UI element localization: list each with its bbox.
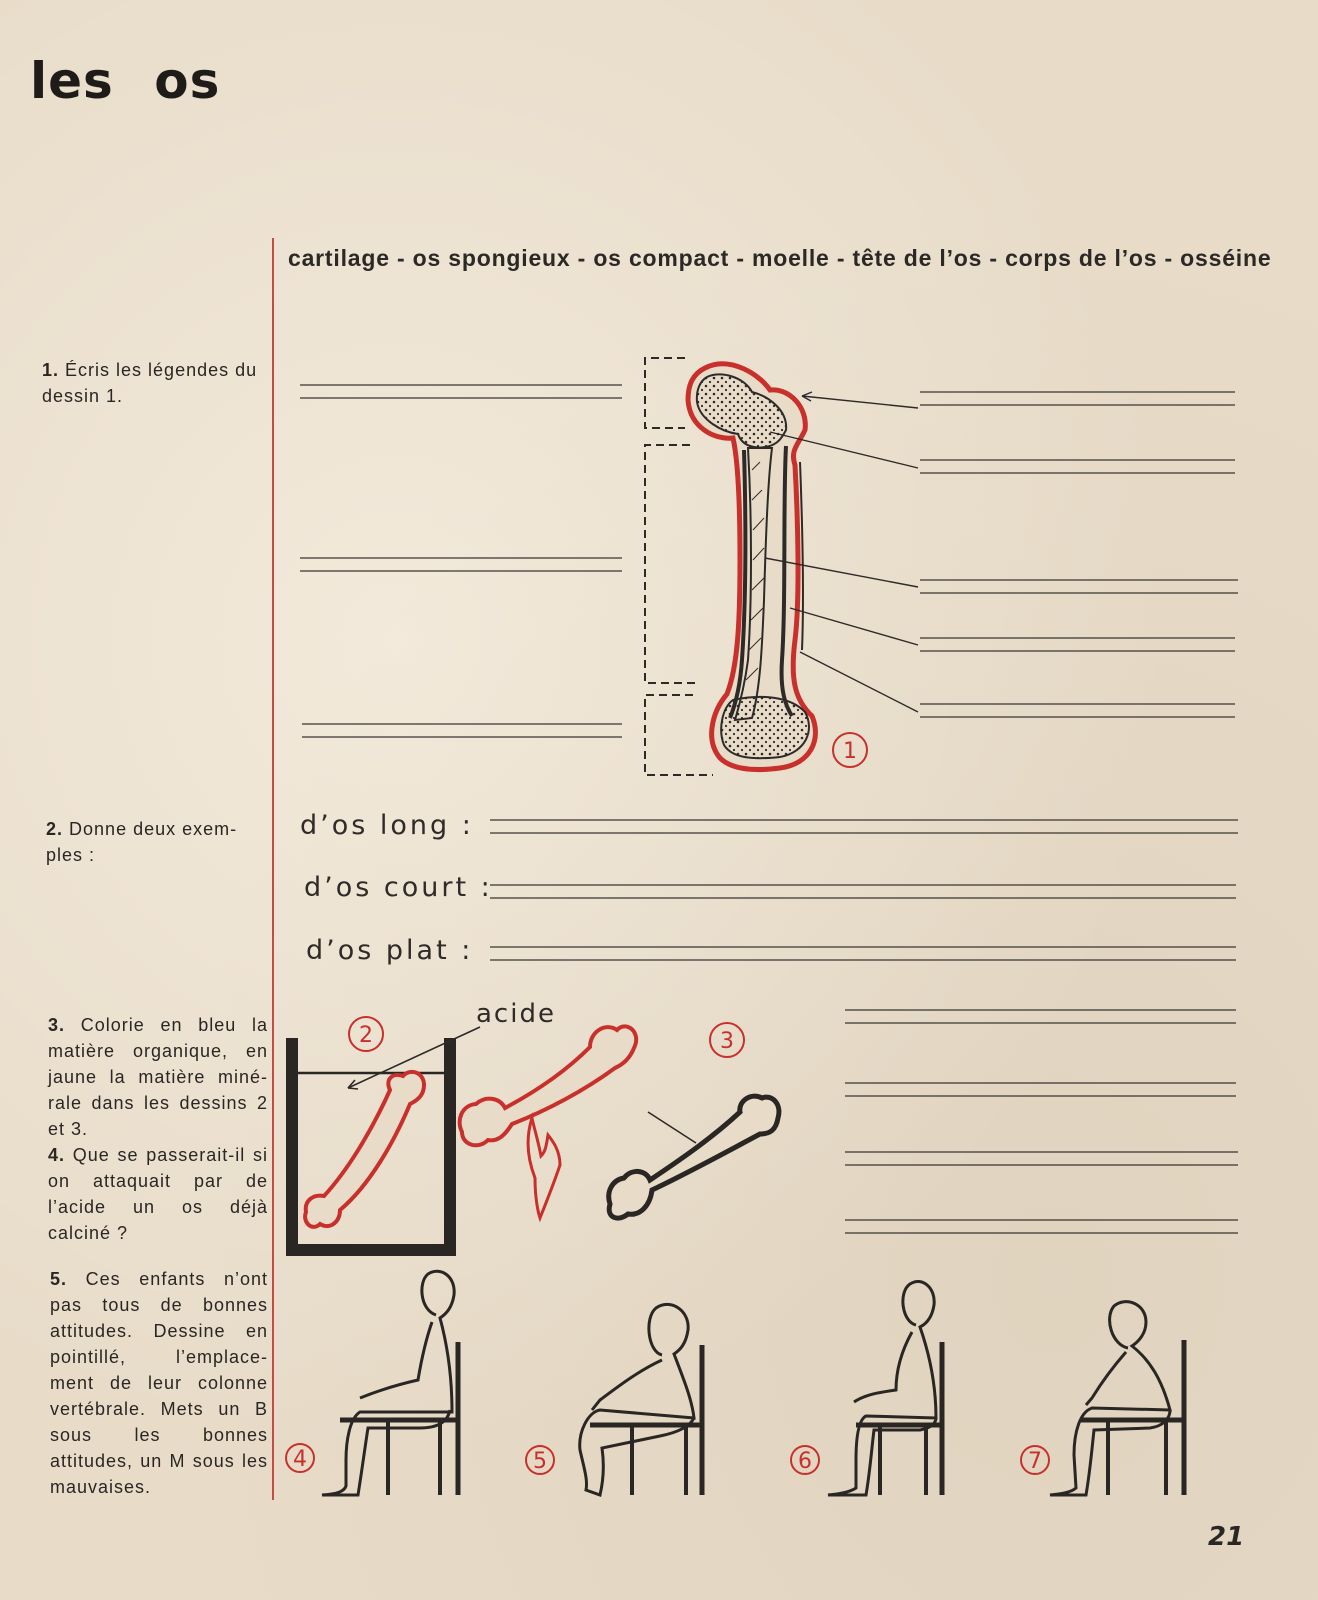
seated-child-7	[1021, 1302, 1184, 1495]
label-4: 4	[293, 1447, 307, 1472]
bone-calcined	[609, 1096, 779, 1218]
left-answer-lines	[300, 385, 622, 737]
long-bone-label: d’os long :	[300, 810, 474, 841]
example-answer-lines	[490, 820, 1238, 960]
seated-child-6	[791, 1281, 942, 1495]
page-number: 21	[1208, 1522, 1245, 1552]
question-1-text: Écris les légendes du dessin 1.	[42, 360, 258, 406]
label-7: 7	[1028, 1449, 1042, 1474]
bone-burning	[460, 1026, 636, 1145]
question-3-text: Colorie en bleu la matière organique, en jaune la matière miné-rale dans les dessins 2 et 3.	[48, 1015, 268, 1139]
bone-in-acid	[305, 1072, 424, 1227]
vocabulary-list: cartilage - os spongieux - os compact - moelle - tête de l’os - corps de l’os - osséine	[288, 245, 1272, 271]
label-3: 3	[720, 1029, 734, 1054]
acid-jar-drawing	[292, 999, 556, 1250]
label-2: 2	[359, 1023, 373, 1048]
question-4-number: 4.	[48, 1145, 66, 1165]
label-1: 1	[843, 739, 857, 764]
question-1-number: 1.	[42, 360, 60, 380]
question-2-number: 2.	[46, 819, 64, 839]
bone-diagram-1	[645, 358, 918, 775]
question-3-number: 3.	[48, 1015, 66, 1035]
right-answer-lines	[920, 392, 1238, 717]
seated-child-4	[286, 1271, 458, 1495]
acid-label: acide	[476, 999, 556, 1029]
page-title: les os	[30, 52, 221, 110]
seated-child-5	[526, 1304, 702, 1495]
question-5-number: 5.	[50, 1269, 68, 1289]
question-5-text: Ces enfants n’ont pas tous de bonnes attitudes. Dessine en pointillé, l’emplace-ment de leur colonne vertébrale. Mets un B sous les bonnes attitudes, un M sous les mauvaises.	[50, 1269, 268, 1497]
label-6: 6	[798, 1449, 812, 1474]
flame	[528, 1118, 560, 1218]
question-2-text: Donne deux exem-ples :	[46, 819, 238, 865]
label-5: 5	[533, 1449, 547, 1474]
calcination-drawing	[460, 1023, 779, 1218]
short-bone-label: d’os court :	[304, 872, 493, 903]
question-4-answer-lines	[845, 1010, 1238, 1233]
bone-base-spongy	[721, 697, 809, 758]
flat-bone-label: d’os plat :	[306, 935, 474, 966]
question-4-text: Que se passerait-il si on attaquait par de l’acide un os déjà calciné ?	[48, 1145, 268, 1243]
